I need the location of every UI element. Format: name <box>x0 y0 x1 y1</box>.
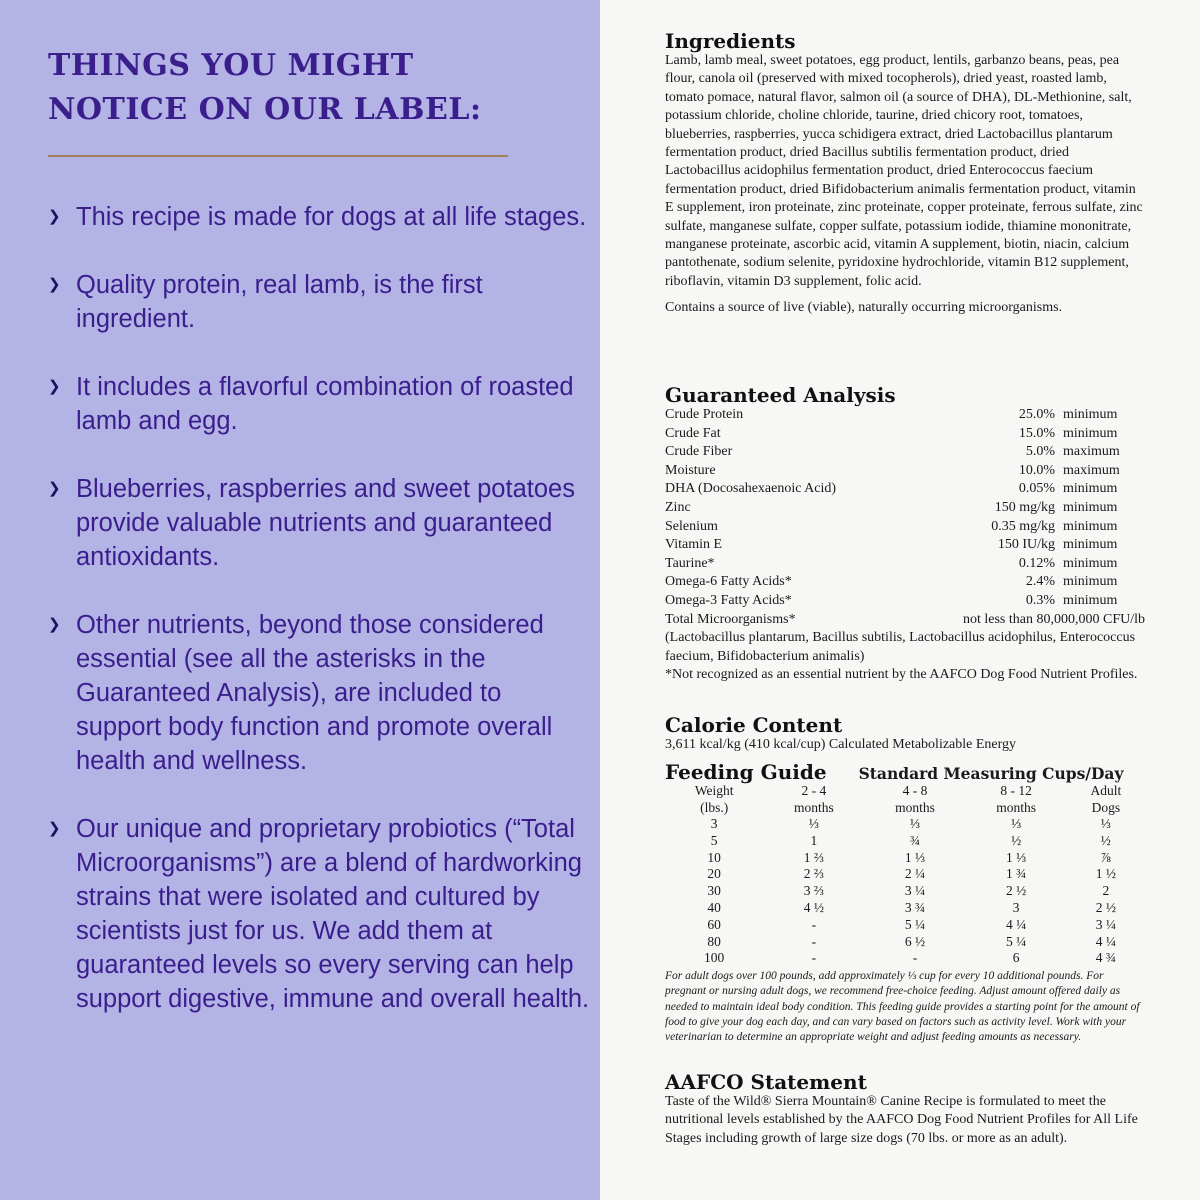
analysis-nutrient: Total Microorganisms* <box>665 611 796 627</box>
calorie-title: Calorie Content <box>665 713 843 737</box>
table-cell: 4 ¼ <box>1006 916 1027 932</box>
analysis-unit: minimum <box>1063 537 1118 553</box>
table-cell: 5 ¼ <box>904 916 926 932</box>
analysis-unit: minimum <box>1063 499 1118 515</box>
table-cell: 1 ⅓ <box>904 849 926 865</box>
analysis-unit: minimum <box>1063 425 1118 441</box>
analysis-value: 5.0% <box>1025 444 1055 460</box>
analysis-row <box>665 462 1145 481</box>
header-line: (lbs.) <box>700 799 729 815</box>
analysis-row <box>665 536 1145 555</box>
analysis-value: 10.0% <box>1018 462 1055 478</box>
table-cell: ¾ <box>909 832 921 848</box>
feeding-column-header <box>864 783 965 816</box>
feeding-column-header <box>665 783 763 816</box>
feature-text: Our unique and proprietary probiotics (“Total Microorganisms”) are a blend of hardworking strains that were isolated and cultured by scientists just for us. We add them at guaranteed levels so every serving can help support digestive, immune and overall health. <box>76 815 590 1013</box>
feeding-guide-section <box>665 761 1145 1045</box>
table-cell: ½ <box>1100 832 1111 848</box>
analysis-value: 15.0% <box>1018 425 1055 441</box>
table-cell: 2 ½ <box>1095 899 1116 915</box>
arrow-bullet-icon: ❯ <box>48 208 61 225</box>
feature-item <box>46 370 591 438</box>
guaranteed-analysis-title: Guaranteed Analysis <box>665 383 896 407</box>
analysis-nutrient: Taurine* <box>665 555 715 571</box>
analysis-nutrient: Crude Protein <box>665 407 744 422</box>
header-line: 2 - 4 <box>801 783 827 798</box>
ingredients-section <box>665 30 1145 318</box>
header-line: 4 - 8 <box>902 783 928 798</box>
analysis-nutrient: Selenium <box>665 518 718 534</box>
table-cell: ⅓ <box>1100 816 1111 831</box>
table-cell: 1 <box>810 832 818 848</box>
aafco-text: Taste of the Wild® Sierra Mountain® Canine Recipe is formulated to meet the nutritional levels established by the AAFCO Dog Food Nutrient Profiles for All Life Stages including growth of large size dogs (70 lbs. or more as an adult). <box>665 1094 1138 1146</box>
analysis-row <box>665 480 1145 499</box>
table-cell: 5 <box>710 832 718 848</box>
analysis-value: 0.3% <box>1025 592 1055 608</box>
table-cell: 3 <box>710 816 718 831</box>
header-line: Adult <box>1090 783 1122 798</box>
table-cell: 20 <box>707 866 721 882</box>
table-cell: 4 ½ <box>803 899 824 915</box>
feeding-table <box>665 783 1145 967</box>
table-cell: 5 ¼ <box>1006 933 1027 949</box>
analysis-nutrient: Moisture <box>665 462 716 478</box>
analysis-unit: minimum <box>1063 555 1118 571</box>
feature-item <box>46 608 591 778</box>
table-cell: - <box>912 950 918 966</box>
header-line: Weight <box>694 783 734 798</box>
table-cell: 1 ¾ <box>1006 866 1027 882</box>
analysis-nutrient: DHA (Docosahexaenoic Acid) <box>665 481 837 497</box>
aafco-title: AAFCO Statement <box>665 1070 867 1094</box>
feeding-guide-subtitle: Standard Measuring Cups/Day <box>858 764 1124 783</box>
table-cell: 4 ¾ <box>1095 950 1116 966</box>
feeding-column-header <box>763 783 864 816</box>
table-row <box>665 866 1145 883</box>
feature-text: This recipe is made for dogs at all life stages. <box>76 203 587 231</box>
table-cell: 1 ⅓ <box>1006 849 1027 865</box>
table-cell: 1 ½ <box>1095 866 1116 882</box>
table-cell: 3 <box>1012 899 1020 915</box>
table-cell: 10 <box>707 849 721 865</box>
table-cell: 80 <box>707 933 721 949</box>
table-cell: - <box>811 933 817 949</box>
analysis-unit: minimum <box>1063 518 1118 534</box>
analysis-footnote: *Not recognized as an essential nutrient by the AAFCO Dog Food Nutrient Profiles. <box>665 666 1138 682</box>
feature-item <box>46 812 591 1016</box>
label-heading <box>48 44 588 132</box>
analysis-value: 0.12% <box>1018 555 1055 571</box>
feeding-guide-title: Feeding Guide <box>665 760 827 784</box>
analysis-unit: minimum <box>1063 574 1118 590</box>
analysis-nutrient: Omega-3 Fatty Acids* <box>665 592 792 608</box>
table-cell: 2 ⅔ <box>803 866 824 882</box>
ingredients-title: Ingredients <box>665 29 796 53</box>
feature-item <box>46 472 591 574</box>
table-cell: 3 ¾ <box>904 899 926 915</box>
analysis-nutrient: Crude Fiber <box>665 444 733 460</box>
table-cell: 2 ¼ <box>904 866 926 882</box>
arrow-bullet-icon: ❯ <box>48 276 61 293</box>
analysis-value: 0.35 mg/kg <box>991 518 1055 534</box>
table-cell: 6 ½ <box>904 933 926 949</box>
table-cell: 3 ¼ <box>904 883 926 899</box>
analysis-row <box>665 573 1145 592</box>
table-cell: 1 ⅔ <box>803 849 824 865</box>
feature-list <box>46 200 591 1050</box>
table-row <box>665 950 1145 967</box>
analysis-row <box>665 499 1145 518</box>
feature-text: Other nutrients, beyond those considered essential (see all the asterisks in the Guaranteed Analysis), are included to support body function and promote overall health and wellness. <box>76 611 553 775</box>
header-line: 8 - 12 <box>1000 783 1032 798</box>
header-line: months <box>996 799 1037 815</box>
table-cell: 40 <box>707 899 721 915</box>
analysis-unit: minimum <box>1063 481 1118 497</box>
table-cell: - <box>811 950 817 966</box>
table-cell: ⅞ <box>1100 849 1111 865</box>
microorganism-strains: (Lactobacillus plantarum, Bacillus subtilis, Lactobacillus acidophilus, Enterococcus faecium, Bifidobacterium animalis) <box>665 630 1136 664</box>
table-cell: 4 ¼ <box>1095 933 1116 949</box>
analysis-nutrient: Zinc <box>665 499 691 515</box>
table-cell: 100 <box>704 950 725 966</box>
table-cell: 3 ⅔ <box>803 883 824 899</box>
analysis-value: not less than 80,000,000 CFU/lb <box>962 611 1145 627</box>
table-row <box>665 917 1145 934</box>
feeding-column-header <box>966 783 1067 816</box>
table-cell: 60 <box>707 916 721 932</box>
analysis-row <box>665 443 1145 462</box>
ingredients-text: Lamb, lamb meal, sweet potatoes, egg product, lentils, garbanzo beans, peas, pea flour, canola oil (preserved with mixed tocopherols), dried yeast, roasted lamb, tomato pomace, natural flavor, salmon oil (a source of DHA), DL-Methionine, salt, potassium chloride, choline chloride, taurine, dried chicory root, tomatoes, blueberries, raspberries, yucca schidigera extract, dried Lactobacillus plantarum fermentation product, dried Bacillus subtilis fermentation product, dried Lactobacillus acidophilus fermentation product, dried Enterococcus faecium fermentation product, dried Bifidobacterium animalis fermentation product, vitamin E supplement, iron proteinate, zinc proteinate, copper proteinate, ferrous sulfate, zinc sulfate, manganese sulfate, copper sulfate, potassium iodide, thiamine mononitrate, manganese proteinate, ascorbic acid, vitamin A supplement, biotin, niacin, calcium pantothenate, sodium selenite, pyridoxine hydrochloride, vitamin B12 supplement, riboflavin, vitamin D3 supplement, folic acid. <box>665 53 1143 289</box>
heading-line-2: NOTICE ON OUR LABEL: <box>48 92 482 127</box>
analysis-row <box>665 555 1145 574</box>
calorie-text: 3,611 kcal/kg (410 kcal/cup) Calculated Metabolizable Energy <box>665 737 1017 752</box>
table-cell: ½ <box>1011 832 1022 848</box>
header-line: months <box>794 799 834 815</box>
table-cell: ⅓ <box>1011 816 1022 831</box>
analysis-unit: maximum <box>1063 462 1120 478</box>
analysis-row <box>665 611 1145 630</box>
analysis-nutrient: Crude Fat <box>665 425 721 441</box>
table-row <box>665 883 1145 900</box>
feature-text: Blueberries, raspberries and sweet potatoes provide valuable nutrients and guaranteed antioxidants. <box>76 475 575 571</box>
analysis-unit: maximum <box>1063 444 1120 460</box>
calorie-section <box>665 714 1145 754</box>
table-row <box>665 816 1145 833</box>
analysis-row <box>665 406 1145 425</box>
header-line: months <box>895 799 935 815</box>
feeding-note: For adult dogs over 100 pounds, add approximately ⅓ cup for every 10 additional pounds. For pregnant or nursing adult dogs, we recommend free-choice feeding. Adjust amount offered daily as needed to maintain ideal body condition. This feeding guide provides a starting point for the amount of food to give your dog each day, and can vary based on factors such as activity level. Work with your veterinarian to determine an appropriate weight and adjust feeding amounts as necessary. <box>665 970 1140 1043</box>
table-cell: 3 ¼ <box>1095 916 1116 932</box>
analysis-nutrient: Vitamin E <box>665 537 723 553</box>
heading-divider <box>48 155 508 157</box>
table-row <box>665 934 1145 951</box>
analysis-row <box>665 592 1145 611</box>
analysis-row <box>665 425 1145 444</box>
table-row <box>665 850 1145 867</box>
analysis-value: 150 mg/kg <box>994 499 1055 515</box>
arrow-bullet-icon: ❯ <box>48 480 61 497</box>
table-cell: - <box>811 916 817 932</box>
live-microorganisms-note: Contains a source of live (viable), naturally occurring microorganisms. <box>665 300 1063 316</box>
analysis-value: 150 IU/kg <box>997 537 1055 553</box>
analysis-value: 0.05% <box>1018 481 1055 497</box>
table-cell: ⅓ <box>808 816 819 831</box>
analysis-unit: minimum <box>1063 592 1118 608</box>
analysis-value: 2.4% <box>1025 574 1055 590</box>
analysis-table <box>665 406 1145 611</box>
arrow-bullet-icon: ❯ <box>48 616 61 633</box>
aafco-section <box>665 1071 1145 1148</box>
analysis-row <box>665 518 1145 537</box>
table-row <box>665 833 1145 850</box>
table-cell: ⅓ <box>909 816 921 831</box>
feature-text: It includes a flavorful combination of roasted lamb and egg. <box>76 373 574 435</box>
analysis-nutrient: Omega-6 Fatty Acids* <box>665 574 792 590</box>
arrow-bullet-icon: ❯ <box>48 378 61 395</box>
table-cell: 2 <box>1102 883 1110 899</box>
guaranteed-analysis-section <box>665 384 1145 684</box>
feature-item <box>46 268 591 336</box>
arrow-bullet-icon: ❯ <box>48 820 61 837</box>
feature-text: Quality protein, real lamb, is the first ingredient. <box>76 271 483 333</box>
heading-line-1: THINGS YOU MIGHT <box>48 48 414 83</box>
analysis-value: 25.0% <box>1018 407 1055 422</box>
feature-item <box>46 200 591 234</box>
feeding-column-header <box>1067 783 1145 816</box>
header-line: Dogs <box>1091 799 1121 815</box>
table-cell: 30 <box>707 883 721 899</box>
table-row <box>665 900 1145 917</box>
analysis-unit: minimum <box>1063 407 1118 422</box>
table-cell: 6 <box>1012 950 1020 966</box>
table-cell: 2 ½ <box>1006 883 1027 899</box>
